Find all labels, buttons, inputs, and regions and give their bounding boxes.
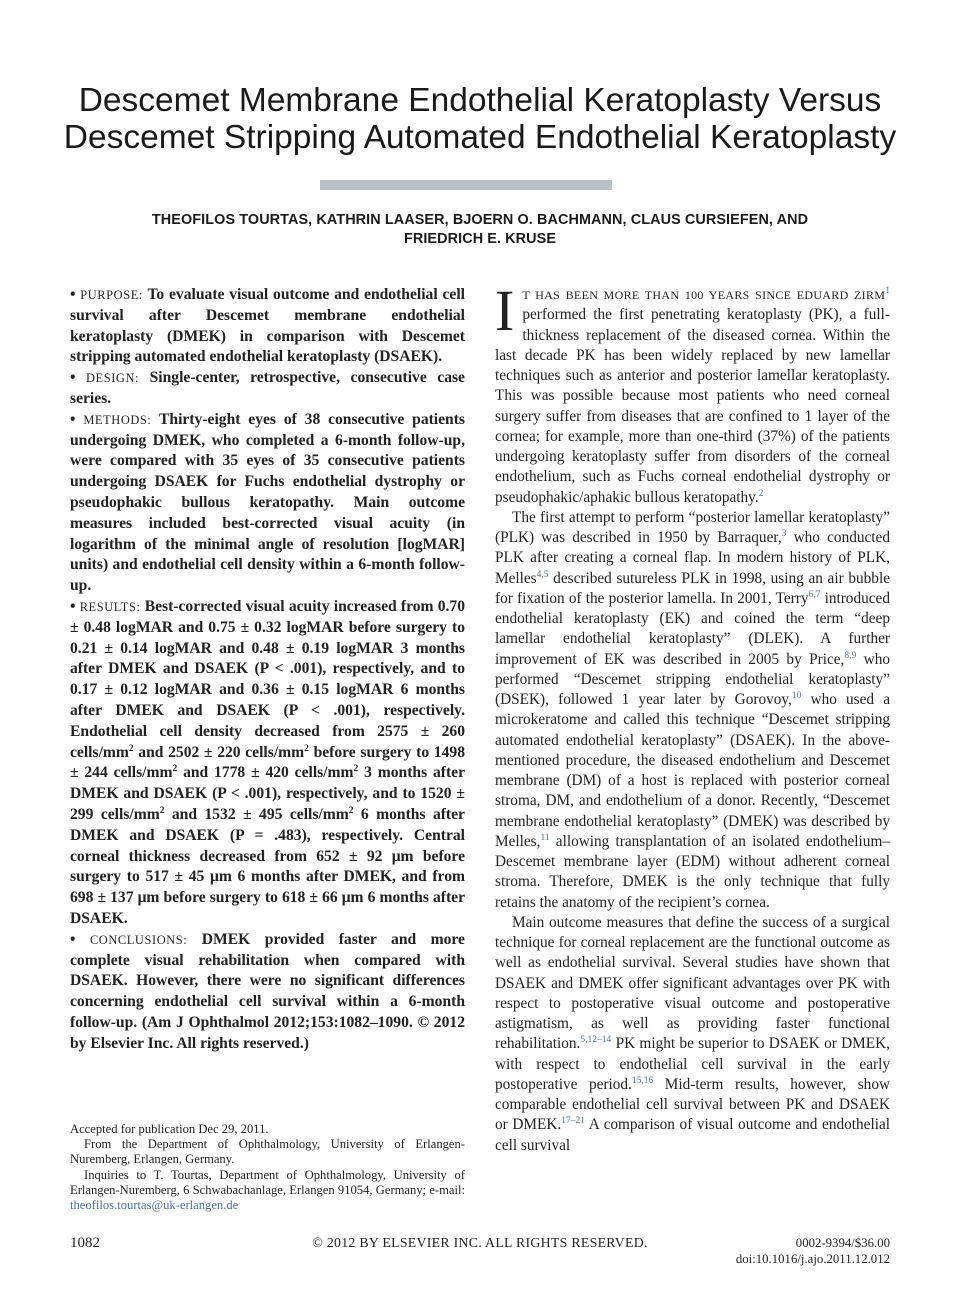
bullet: • — [70, 286, 76, 303]
paragraph-text: who used a microkeratome and called this technique “Descemet stripping automated endothelial keratoplasty” (DSAEK). In the above-mentioned procedure, the diseased endothelium and Descemet membrane (DM) of a host is replaced with posterior corneal stroma, DM, and endothelium of a donor. Recently, “Descemet membrane endothelial keratoplasty” (DMEK) was described by Melles, — [495, 691, 890, 850]
abstract-conclusions — [70, 930, 465, 1055]
results-text: before surgery to 1498 ± 244 cells/mm — [70, 743, 465, 782]
drop-cap: I — [495, 278, 515, 343]
accepted-note: Accepted for publication Dec 29, 2011. — [70, 1122, 269, 1136]
title-line-2: Descemet Stripping Automated Endothelial Keratoplasty — [63, 119, 897, 156]
footnotes — [70, 1122, 465, 1213]
methods-text: Thirty-eight eyes of 38 consecutive patients undergoing DMEK, who completed a 6-month follow-up, were compared with 35 eyes of 35 consecutive patients undergoing DSAEK for Fuchs endothelial dystrophy or pseudophakic bullous keratopathy. Main outcome measures included best-corrected visual acuity (in logarithm of the minimal angle of resolution [logMAR] units) and endothelial cell density within a 6-month follow-up. — [70, 410, 465, 595]
results-text: 6 months after DMEK and DSAEK (P = .483), respectively. Central corneal thickness decreased from 652 ± 92 μm before surgery to 517 ± 45 μm 6 months after DMEK, and from 698 ± 137 μm before surgery to 618 ± 66 μm 6 months after DSAEK. — [70, 805, 465, 927]
superscript: 2 — [304, 743, 309, 754]
superscript: 2 — [128, 743, 134, 754]
abstract — [70, 285, 465, 1054]
abstract-purpose — [70, 285, 465, 368]
methods-label: METHODS: — [83, 412, 152, 427]
doi[interactable]: doi:10.1016/j.ajo.2011.12.012 — [735, 1252, 890, 1266]
conclusions-label: CONCLUSIONS: — [89, 932, 188, 947]
results-text: Best-corrected visual acuity increased from 0.70 ± 0.48 logMAR and 0.75 ± 0.32 logMAR before surgery to 0.21 ± 0.14 logMAR and 0.48 ± 0.19 logMAR 3 months after DMEK and DSAEK (P < .001), respectively, and to 0.17 ± 0.12 logMAR and 0.36 ± 0.15 logMAR 6 months after DMEK and DSAEK (P < .001), respectively. Endothelial cell density decreased from 2575 ± 260 cells/mm — [70, 597, 466, 761]
results-text: and 2502 ± 220 cells/mm — [133, 743, 305, 761]
bullet: • — [70, 369, 76, 387]
email-link[interactable]: theofilos.tourtas@uk-erlangen.de — [70, 1198, 239, 1213]
title-divider — [320, 180, 612, 190]
results-text: and 1778 ± 420 cells/mm — [177, 764, 354, 782]
citation[interactable]: 15,16 — [631, 1075, 654, 1086]
results-text: and 1532 ± 495 cells/mm — [164, 805, 349, 823]
abstract-methods — [70, 410, 465, 597]
article-title — [40, 82, 920, 156]
citation[interactable]: 2 — [758, 488, 764, 499]
bullet: • — [70, 410, 76, 428]
paragraph-text: Main outcome measures that define the success of a surgical technique for corneal replacement are the functional outcome as well as endothelial survival. Several studies have shown that DSAEK and DMEK offer significant advantages over PK with respect to postoperative visual outcome and postoperative astigmatism, as well as providing faster functional rehabilitation. — [495, 913, 890, 1053]
superscript: 2 — [159, 805, 165, 816]
paragraph-text: described sutureless PLK in 1998, using an air bubble for fixation of the posterior lamella. In 2001, Terry — [495, 569, 890, 607]
results-label: RESULTS: — [79, 599, 141, 614]
superscript: 2 — [348, 805, 354, 816]
citation[interactable]: 1 — [885, 285, 890, 296]
inquiries-note — [70, 1168, 465, 1214]
design-text: Single-center, retrospective, consecutive case series. — [70, 369, 465, 407]
abstract-design — [70, 368, 465, 410]
bullet: • — [70, 930, 76, 948]
paragraph-text: PK might be superior to DSAEK or DMEK, with respect to endothelial cell survival in the early postoperative period. — [495, 1035, 890, 1093]
conclusions-text: DMEK provided faster and more complete visual rehabilitation when compared with DSAEK. However, there were no significant differences concerning endothelial cell survival within a 6-month follow-up. (Am J Ophthalmol 2012;153:1082–1090. © 2012 by Elsevier Inc. All rights reserved.) — [70, 930, 465, 1052]
abstract-results — [70, 597, 465, 930]
citation[interactable]: 8,9 — [844, 650, 857, 661]
body-text — [495, 278, 891, 1156]
paragraph-text: A comparison of visual outcome and endothelial cell survival — [495, 1116, 891, 1154]
citation[interactable]: 3 — [781, 528, 787, 539]
paragraph-text: introduced endothelial keratoplasty (EK) and coined the term “deep lamellar endothelial keratoplasty” (DLEK). A further improvement of EK was described in 2005 by Price, — [495, 589, 890, 668]
body-paragraph-2 — [495, 508, 890, 913]
opening-caps: T HAS BEEN MORE THAN 100 YEARS SINCE EDUARD ZIRM — [522, 288, 886, 302]
paragraph-text: performed the first penetrating keratoplasty (PK), a full-thickness replacement of the diseased cornea. Within the last decade PK has been widely replaced by new lamellar techniques such as anterior and posterior lamellar keratoplasty. This was possible because most patients who need corneal surgery suffer from diseases that are confined to 1 layer of the cornea; for example, more than one-third (37%) of the patients undergoing keratoplasty suffer from disorders of the corneal endothelium, such as Fuchs corneal endothelial dystrophy or pseudophakic/aphakic bullous keratopathy. — [495, 306, 890, 506]
authors-line-2: FRIEDRICH E. KRUSE — [403, 231, 557, 247]
copyright-line: © 2012 BY ELSEVIER INC. ALL RIGHTS RESERVED. — [312, 1235, 648, 1250]
citation[interactable]: 5,12–14 — [580, 1035, 612, 1046]
page-number: 1082 — [70, 1235, 100, 1251]
citation[interactable]: 17–21 — [561, 1116, 585, 1127]
paragraph-text: who conducted PLK after creating a corneal flap. In modern history of PLK, Melles — [495, 529, 890, 587]
paragraph-text: The first attempt to perform “posterior lamellar keratoplasty” (PLK) was described in 1950 by Barraquer, — [495, 508, 890, 546]
inquiries-text: Inquiries to T. Tourtas, Department of Ophthalmology, University of Erlangen-Nuremberg, 6 Schwabachanlage, Erlangen 91054, Germany; e-mail: — [70, 1167, 465, 1197]
design-label: DESIGN: — [86, 371, 140, 386]
bullet: • — [70, 597, 76, 615]
citation[interactable]: 11 — [540, 832, 550, 843]
results-text: 3 months after DMEK and DSAEK (P < .001), respectively, and to 1520 ± 299 cells/mm — [70, 764, 465, 823]
paragraph-text: who performed “Descemet stripping endothelial keratoplasty” (DSEK), followed 1 year later by Gorovoy, — [495, 650, 890, 708]
body-paragraph-3 — [495, 913, 890, 1156]
citation[interactable]: 10 — [791, 690, 802, 701]
superscript: 2 — [172, 764, 178, 775]
title-line-1: Descemet Membrane Endothelial Keratoplasty Versus — [78, 82, 882, 119]
purpose-label: PURPOSE: — [80, 288, 143, 302]
journal-identifiers — [736, 1235, 890, 1267]
citation[interactable]: 4,5 — [536, 569, 549, 580]
paragraph-text: Mid-term results, however, show comparable endothelial cell survival between PK and DSAEK or DMEK. — [495, 1075, 891, 1134]
author-list — [40, 211, 920, 249]
issn: 0002-9394/$36.00 — [795, 1236, 890, 1250]
paragraph-text: allowing transplantation of an isolated endothelium–Descemet membrane layer (EDM) without adherent corneal stroma. Therefore, DMEK is the only technique that fully retains the anatomy of the recipient’s cornea. — [495, 832, 890, 911]
affiliation-note: From the Department of Ophthalmology, University of Erlangen-Nuremberg, Erlangen, Germany. — [70, 1137, 465, 1167]
purpose-text: To evaluate visual outcome and endothelial cell survival after Descemet membrane endothelial keratoplasty (DMEK) in comparison with Descemet stripping automated endothelial keratoplasty (DSAEK). — [70, 286, 465, 366]
authors-line-1: THEOFILOS TOURTAS, KATHRIN LAASER, BJOERN O. BACHMANN, CLAUS CURSIEFEN, AND — [151, 212, 809, 228]
superscript: 2 — [353, 764, 359, 775]
body-paragraph-1 — [495, 278, 890, 508]
citation[interactable]: 6,7 — [808, 589, 821, 600]
